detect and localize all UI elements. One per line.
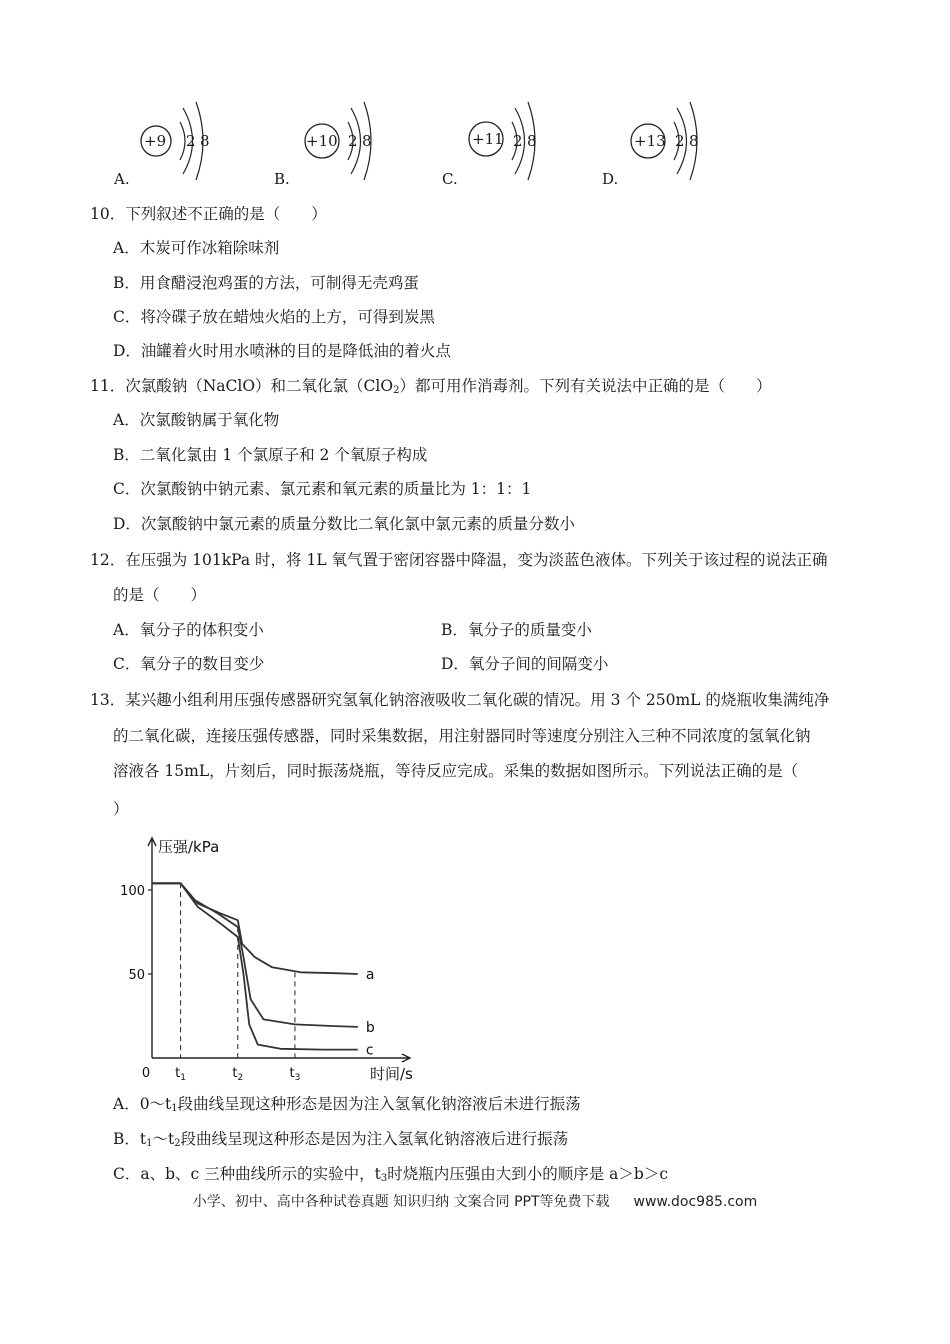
series-label-c: c: [365, 1042, 374, 1059]
option-label: D.: [602, 170, 619, 188]
y-axis-label: 压强/kPa: [158, 838, 220, 856]
question-stem: 13．某兴趣小组利用压强传感器研究氢氧化钠溶液吸收二氧化碳的情况。用 3 个 250mL 的烧瓶收集满纯净: [90, 691, 830, 709]
option-b: B．二氧化氯由 1 个氯原子和 2 个氧原子构成: [113, 446, 428, 464]
series-line-c: [152, 883, 358, 1049]
nucleus-charge: +10: [306, 132, 338, 150]
x-tick-label: $t_1$: [175, 1066, 187, 1083]
question-stem: 10．下列叙述不正确的是（ ）: [90, 205, 327, 223]
question-stem-continued: 的是（ ）: [113, 586, 207, 604]
series-line-a: [152, 883, 358, 974]
question-stem-line-4: ）: [113, 800, 129, 818]
question-stem: 11．次氯酸钠（NaClO）和二氧化氯（ClO$_2$）都可用作消毒剂。下列有关说法中正确的是（ ）: [90, 377, 772, 396]
atom-diagram-b: [272, 92, 402, 192]
option-c: C．将冷碟子放在蜡烛火焰的上方，可得到炭黑: [113, 308, 435, 326]
y-tick-label: 100: [120, 884, 145, 899]
option-c: C．a、b、c 三种曲线所示的实验中，$t_3$时烧瓶内压强由大到小的顺序是 a＞b＞c: [113, 1165, 669, 1184]
x-tick-label: $t_3$: [289, 1066, 301, 1083]
option-label: B.: [274, 170, 290, 188]
nucleus-charge: +13: [634, 132, 666, 150]
footer-text: 小学、初中、高中各种试卷真题 知识归纳 文案合同 PPT等免费下载: [192, 1194, 610, 1210]
atom-diagram-c: [440, 92, 570, 192]
atom-diagram-d: [600, 92, 730, 192]
shell-1-electrons: 2: [348, 132, 358, 150]
shell-2-electrons: 8: [527, 132, 537, 150]
option-c: C．次氯酸钠中钠元素、氯元素和氧元素的质量比为 1：1：1: [113, 480, 532, 498]
atom-diagram-a: [110, 92, 240, 192]
shell-1-electrons: 2: [513, 132, 523, 150]
atom-structure-icon: [440, 92, 570, 192]
option-b: B．氧分子的质量变小: [441, 621, 592, 639]
option-d: D．油罐着火时用水喷淋的目的是降低油的着火点: [113, 342, 451, 360]
option-b: B．用食醋浸泡鸡蛋的方法，可制得无壳鸡蛋: [113, 274, 419, 292]
pressure-time-chart: [100, 830, 430, 1085]
question-stem-line-3: 溶液各 15mL，片刻后，同时振荡烧瓶，等待反应完成。采集的数据如图所示。下列说法正确的是（: [113, 762, 799, 780]
shell-1-electrons: 2: [186, 132, 196, 150]
option-a: A．次氯酸钠属于氧化物: [113, 411, 280, 429]
x-axis-label: 时间/s: [370, 1065, 413, 1083]
question-stem-line-2: 的二氧化碳，连接压强传感器，同时采集数据，用注射器同时等速度分别注入三种不同浓度的氢氧化钠: [113, 727, 811, 745]
shell-2-electrons: 8: [362, 132, 372, 150]
series-label-a: a: [365, 967, 375, 983]
option-b: B．$t_1\sim t_2$段曲线呈现这种形态是因为注入氢氧化钠溶液后进行振荡: [113, 1130, 569, 1149]
option-a: A．木炭可作冰箱除味剂: [113, 239, 280, 257]
option-a: A．氧分子的体积变小: [113, 621, 264, 639]
chart-plot: [100, 830, 430, 1085]
shell-2-electrons: 8: [689, 132, 699, 150]
option-a: A．$0\sim t_1$段曲线呈现这种形态是因为注入氢氧化钠溶液后未进行振荡: [113, 1095, 581, 1114]
option-c: C．氧分子的数目变少: [113, 655, 265, 673]
option-d: D．次氯酸钠中氯元素的质量分数比二氧化氯中氯元素的质量分数小: [113, 515, 575, 533]
shell-2-electrons: 8: [200, 132, 210, 150]
option-d: D．氧分子间的间隔变小: [441, 655, 609, 673]
footer-site-link[interactable]: www.doc985.com: [633, 1194, 758, 1210]
x-tick-label: 0: [141, 1066, 151, 1081]
nucleus-charge: +9: [144, 132, 167, 150]
option-label: A.: [114, 170, 130, 188]
series-line-b: [152, 883, 358, 1027]
nucleus-charge: +11: [472, 130, 504, 148]
question-stem: 12．在压强为 101kPa 时，将 1L 氧气置于密闭容器中降温，变为淡蓝色液体。下列关于该过程的说法正确: [90, 551, 828, 569]
x-tick-label: $t_2$: [232, 1066, 244, 1083]
y-tick-label: 50: [128, 968, 145, 983]
page-footer: [0, 1191, 950, 1211]
shell-1-electrons: 2: [675, 132, 685, 150]
series-label-b: b: [365, 1019, 375, 1036]
option-label: C.: [442, 170, 458, 188]
